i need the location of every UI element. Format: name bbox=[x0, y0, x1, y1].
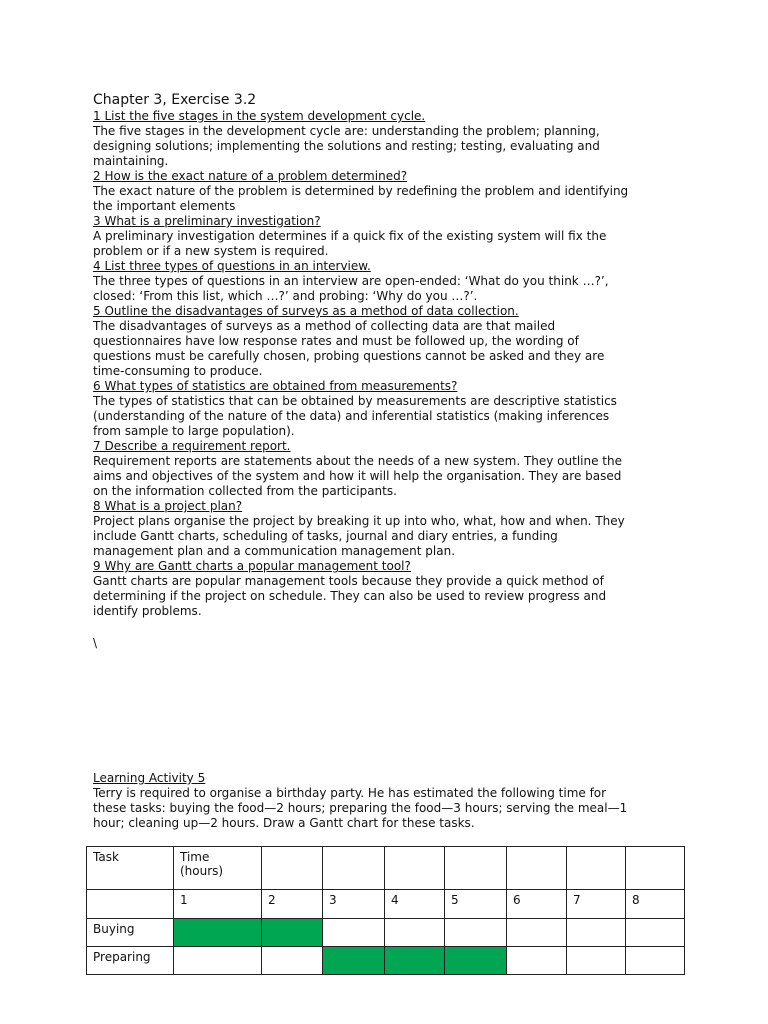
gantt-cell bbox=[507, 947, 567, 975]
answer-line: determining if the project on schedule. They can also be used to review progress and bbox=[93, 589, 607, 603]
empty-cell bbox=[323, 847, 385, 890]
gantt-cell bbox=[626, 919, 685, 947]
task-name: Buying bbox=[87, 919, 174, 947]
gantt-cell bbox=[262, 947, 323, 975]
empty-cell bbox=[87, 890, 174, 919]
question: 2 How is the exact nature of a problem determined? bbox=[93, 169, 408, 183]
question: 8 What is a project plan? bbox=[93, 499, 243, 513]
gantt-cell bbox=[567, 919, 626, 947]
hour-label: 8 bbox=[626, 890, 685, 919]
hour-label: 5 bbox=[445, 890, 507, 919]
question: 1 List the five stages in the system development cycle. bbox=[93, 109, 426, 123]
activity-body-line: these tasks: buying the food—2 hours; preparing the food—3 hours; serving the meal—1 bbox=[93, 801, 628, 815]
gantt-cell bbox=[174, 947, 262, 975]
answer-line: from sample to large population). bbox=[93, 424, 295, 438]
answer-line: include Gantt charts, scheduling of tasks, journal and diary entries, a funding bbox=[93, 529, 558, 543]
gantt-bar-cell bbox=[174, 919, 262, 947]
task-header: Task bbox=[87, 847, 174, 890]
gantt-cell bbox=[626, 947, 685, 975]
answer-line: questions must be carefully chosen, probing questions cannot be asked and they are bbox=[93, 349, 605, 363]
question: 4 List three types of questions in an interview. bbox=[93, 259, 371, 273]
answer-line: questionnaires have low response rates and must be followed up, the wording of bbox=[93, 334, 579, 348]
question: 5 Outline the disadvantages of surveys as a method of data collection. bbox=[93, 304, 519, 318]
gantt-header-row bbox=[87, 847, 685, 890]
answer-line: problem or if a new system is required. bbox=[93, 244, 329, 258]
question: 7 Describe a requirement report. bbox=[93, 439, 291, 453]
answer-line: designing solutions; implementing the solutions and resting; testing, evaluating and bbox=[93, 139, 600, 153]
answer-line: The five stages in the development cycle are: understanding the problem; planning, bbox=[93, 124, 600, 138]
empty-cell bbox=[507, 847, 567, 890]
answer-line: on the information collected from the participants. bbox=[93, 484, 397, 498]
answer-line: time-consuming to produce. bbox=[93, 364, 263, 378]
answer-line: Gantt charts are popular management tools because they provide a quick method of bbox=[93, 574, 604, 588]
gantt-task-row bbox=[87, 919, 685, 947]
time-header bbox=[174, 847, 262, 890]
gantt-table bbox=[86, 846, 685, 975]
answer-line: Requirement reports are statements about the needs of a new system. They outline the bbox=[93, 454, 623, 468]
empty-cell bbox=[567, 847, 626, 890]
page-title: Chapter 3, Exercise 3.2 bbox=[93, 92, 257, 108]
gantt-cell bbox=[507, 919, 567, 947]
gantt-hours-row bbox=[87, 890, 685, 919]
hour-label: 7 bbox=[567, 890, 626, 919]
time-header-line: Time bbox=[180, 850, 210, 864]
gantt-bar-cell bbox=[385, 947, 445, 975]
answer-line: A preliminary investigation determines if a quick fix of the existing system will fix the bbox=[93, 229, 607, 243]
question-list bbox=[93, 109, 683, 619]
gantt-task-row bbox=[87, 947, 685, 975]
task-name: Preparing bbox=[87, 947, 174, 975]
hour-label: 3 bbox=[323, 890, 385, 919]
answer-line: aims and objectives of the system and how it will help the organisation. They are based bbox=[93, 469, 622, 483]
gantt-cell bbox=[445, 919, 507, 947]
gantt-cell bbox=[385, 919, 445, 947]
question: 9 Why are Gantt charts a popular management tool? bbox=[93, 559, 411, 573]
empty-cell bbox=[626, 847, 685, 890]
answer-line: maintaining. bbox=[93, 154, 169, 168]
answer-line: identify problems. bbox=[93, 604, 202, 618]
hour-label: 2 bbox=[262, 890, 323, 919]
hour-label: 6 bbox=[507, 890, 567, 919]
answer-line: Project plans organise the project by breaking it up into who, what, how and when. They bbox=[93, 514, 625, 528]
gantt-cell bbox=[323, 919, 385, 947]
question: 6 What types of statistics are obtained from measurements? bbox=[93, 379, 458, 393]
answer-line: the important elements bbox=[93, 199, 236, 213]
gantt-bar-cell bbox=[323, 947, 385, 975]
answer-line: The types of statistics that can be obtained by measurements are descriptive statistics bbox=[93, 394, 617, 408]
empty-cell bbox=[385, 847, 445, 890]
answer-line: The exact nature of the problem is determined by redefining the problem and identifying bbox=[93, 184, 629, 198]
empty-cell bbox=[262, 847, 323, 890]
gantt-cell bbox=[567, 947, 626, 975]
gantt-bar-cell bbox=[445, 947, 507, 975]
empty-cell bbox=[445, 847, 507, 890]
activity-body-line: Terry is required to organise a birthday party. He has estimated the following time for bbox=[93, 786, 607, 800]
activity-body bbox=[93, 786, 683, 831]
exercise-section bbox=[93, 92, 683, 619]
question: 3 What is a preliminary investigation? bbox=[93, 214, 321, 228]
activity-heading: Learning Activity 5 bbox=[93, 771, 206, 785]
hour-label: 4 bbox=[385, 890, 445, 919]
activity-body-line: hour; cleaning up—2 hours. Draw a Gantt chart for these tasks. bbox=[93, 816, 475, 830]
answer-line: The disadvantages of surveys as a method of collecting data are that mailed bbox=[93, 319, 556, 333]
answer-line: The three types of questions in an interview are open-ended: ‘What do you think …?’, bbox=[93, 274, 609, 288]
stray-mark: \ bbox=[93, 636, 98, 650]
answer-line: closed: ‘From this list, which …?’ and probing: ‘Why do you …?’. bbox=[93, 289, 478, 303]
time-header-line: (hours) bbox=[180, 864, 224, 878]
answer-line: (understanding of the nature of the data) and inferential statistics (making inferences bbox=[93, 409, 610, 423]
learning-activity bbox=[93, 771, 683, 831]
gantt-bar-cell bbox=[262, 919, 323, 947]
answer-line: management plan and a communication management plan. bbox=[93, 544, 456, 558]
hour-label: 1 bbox=[174, 890, 262, 919]
